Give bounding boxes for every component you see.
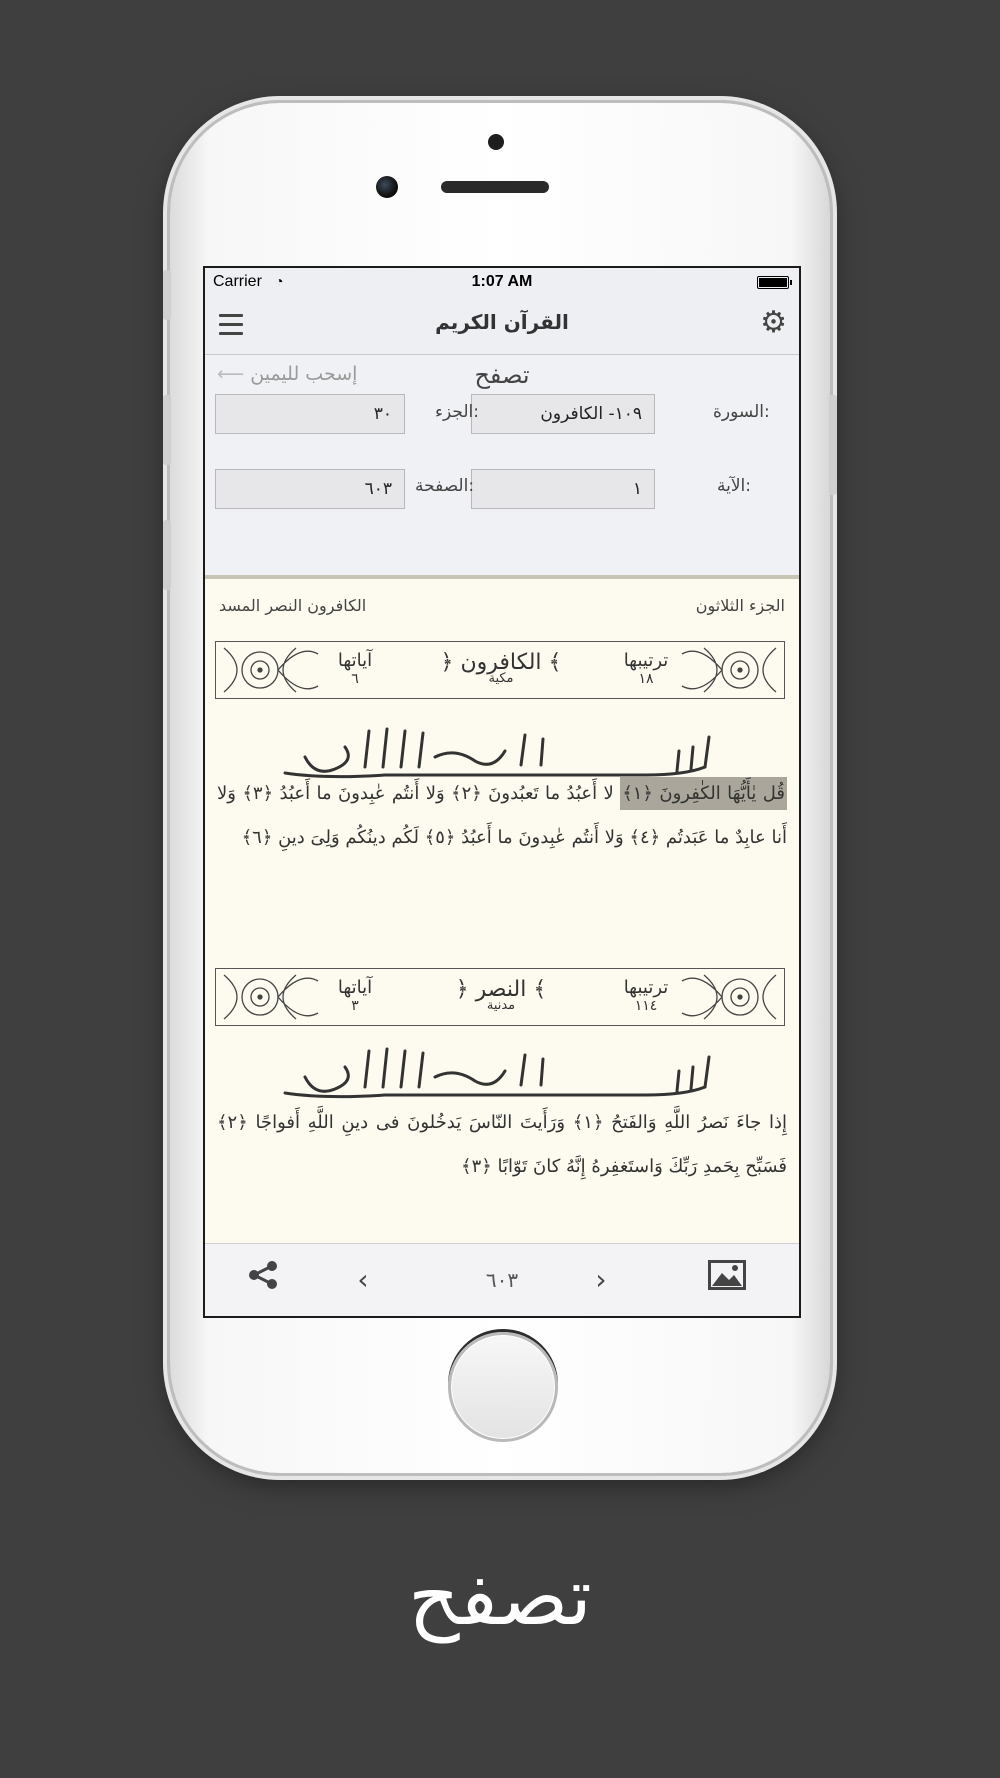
surah-order-cell	[606, 979, 686, 1015]
page-field[interactable]: ٦٠٣	[215, 469, 405, 509]
proximity-sensor	[488, 134, 504, 150]
verses-label: آياتها	[337, 650, 373, 671]
page-label: الصفحة:	[415, 476, 475, 496]
wifi-icon: ◔	[275, 273, 284, 289]
battery-icon	[757, 276, 789, 289]
order-label: ترتيبها	[623, 650, 669, 671]
surah-label: السورة:	[713, 402, 770, 422]
surah-header-frame	[215, 968, 785, 1026]
order-number: ١٨	[638, 671, 654, 687]
surah-order-cell	[606, 652, 686, 688]
surah-text[interactable]	[217, 772, 787, 860]
phone-screen	[203, 266, 801, 1318]
mute-switch	[163, 270, 171, 320]
share-icon[interactable]	[243, 1260, 283, 1301]
surah-name	[401, 650, 601, 686]
navigation-bar	[205, 296, 799, 355]
juz-header: الجزء الثلاثون	[695, 596, 785, 615]
next-page-button[interactable]: ›	[595, 1263, 607, 1296]
surah-type: مدنية	[486, 998, 516, 1013]
current-page-number: ٦٠٣	[485, 1268, 519, 1292]
promo-caption: تصفح	[408, 1550, 592, 1643]
verses-count: ٣	[351, 998, 359, 1014]
surah-name-text: ﴿ النصر ﴾	[455, 977, 547, 1002]
verse-count-cell	[320, 652, 390, 688]
bottom-toolbar	[205, 1243, 799, 1317]
home-button[interactable]	[448, 1332, 558, 1442]
ayah-text: لا أَعبُدُ ما تَعبُدونَ ﴿٢﴾ وَلا أَنتُم عٰبِدونَ ما أَعبُدُ ﴿٣﴾ وَلا أَنا عابِدٌ ما عَبَدتُم ﴿٤﴾ وَلا أَنتُم عٰبِدونَ ما أَعبُدُ ﴿٥﴾ لَكُم دينُكُم وَلِىَ دينِ ﴿٦﴾	[217, 783, 787, 848]
front-camera	[376, 176, 398, 198]
surah-header-frame	[215, 641, 785, 699]
ornament-icon	[220, 971, 320, 1023]
ornament-icon	[680, 971, 780, 1023]
volume-up-button	[163, 395, 171, 465]
previous-page-button[interactable]: ‹	[357, 1263, 369, 1296]
surah-text[interactable]: إِذا جاءَ نَصرُ اللَّهِ وَالفَتحُ ﴿١﴾ وَرَأَيتَ النّاسَ يَدخُلونَ فى دينِ اللَّهِ أَفواجًا ﴿٢﴾ فَسَبِّح بِحَمدِ رَبِّكَ وَاستَغفِرهُ إِنَّهُ كانَ تَوّابًا ﴿٣﴾	[217, 1112, 787, 1177]
verses-count: ٦	[351, 671, 359, 687]
ornament-icon	[680, 644, 780, 696]
swipe-hint-label: إسحب لليمين	[250, 363, 358, 385]
highlighted-ayah[interactable]: قُل يٰأَيُّهَا الكٰفِرونَ ﴿١﴾	[620, 777, 787, 810]
page-title: القرآن الكريم	[435, 310, 569, 334]
order-label: ترتيبها	[623, 977, 669, 998]
verses-label: آياتها	[337, 977, 373, 998]
gear-icon[interactable]: ⚙	[760, 305, 787, 340]
surah-name	[401, 977, 601, 1013]
surah-field[interactable]: ١٠٩- الكافرون	[471, 394, 655, 434]
status-bar	[205, 268, 799, 296]
carrier-label: Carrier	[213, 273, 262, 290]
ornament-icon	[220, 644, 320, 696]
mushaf-page[interactable]	[205, 579, 799, 1243]
volume-down-button	[163, 520, 171, 590]
panel-title: تصفح	[474, 361, 530, 389]
ayah-label: الآية:	[717, 476, 751, 496]
earpiece-speaker	[441, 181, 549, 193]
surah-list-header: الكافرون النصر المسد	[219, 596, 367, 615]
order-number: ١١٤	[634, 998, 658, 1014]
juz-label: الجزء:	[435, 402, 479, 422]
clock: 1:07 AM	[471, 273, 533, 290]
image-icon[interactable]	[705, 1260, 749, 1301]
verse-count-cell	[320, 979, 390, 1015]
browse-panel	[205, 355, 799, 579]
swipe-hint	[217, 363, 357, 385]
surah-name-text: ﴿ الكافرون ﴾	[440, 650, 562, 675]
ayah-field[interactable]: ١	[471, 469, 655, 509]
surah-type: مكية	[488, 671, 514, 686]
arrow-left-icon: ⟵	[217, 363, 245, 385]
juz-field[interactable]: ٣٠	[215, 394, 405, 434]
power-button	[829, 395, 837, 495]
